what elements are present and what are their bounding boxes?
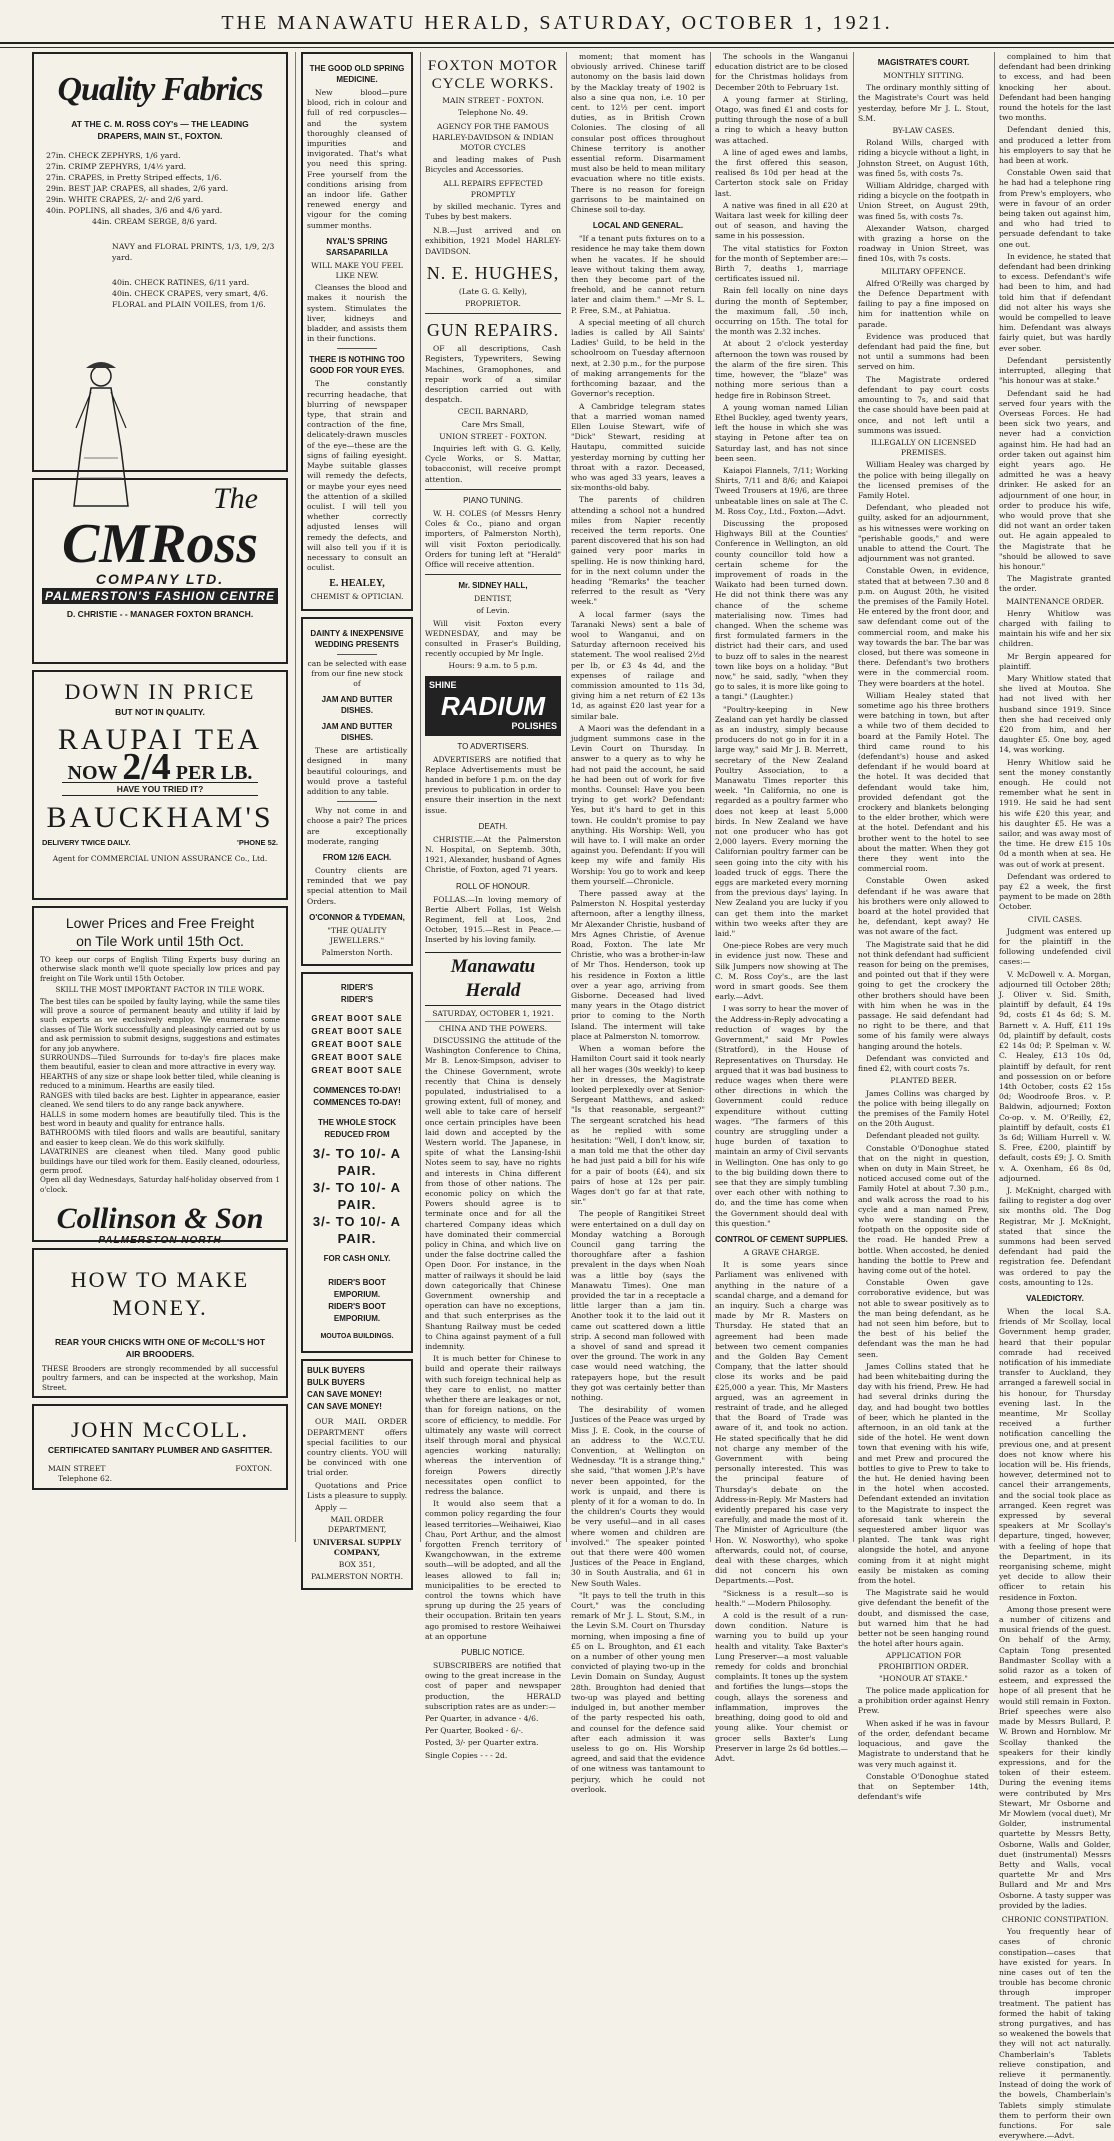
honour-title: ROLL OF HONOUR. [456, 881, 530, 891]
raupai-tried: HAVE YOU TRIED IT? [62, 782, 258, 796]
bauckham-agent: Agent for COMMERCIAL UNION ASSURANCE Co., Ltd. [52, 854, 268, 864]
court-para: The police made application for a prohibition order against Henry Prew. [858, 1686, 989, 1716]
mccoll-tel: Telephone 62. [58, 1474, 113, 1484]
bauckham-name: BAUCKHAM'S [46, 801, 274, 835]
tiles-para: The best tiles can be spoiled by faulty laying, while the same tiles will prove a source of permanent beauty and utility if laid by such experts as we exclusively employ. We enumerate some classes of Tile Work successfully and pleasingly carried out by us and ask permission to submit designs, suggestions and estimates for any job anywhere. [40, 996, 280, 1053]
news-para: A special meeting of all church ladies is called by All Saints' Ladies' Guild, to be held in the schoolroom on Tuesday afternoon next, at 2.30 p.m., for the purpose of making arrangements for the forthcoming bazaar, and the Governor's reception. [571, 317, 705, 399]
bulk-quote: Quotations and Price Lists a pleasure to supply. [307, 1480, 407, 1500]
riders-emporium: RIDER'S BOOT EMPORIUM. [328, 1278, 386, 1300]
mccoll-trade: CERTIFICATED SANITARY PLUMBER AND GASFITTER. [47, 1445, 273, 1455]
riders-sale: GREAT BOOT SALE [311, 1053, 403, 1063]
notice-rate: Per Quarter, Booked - 6/-. [425, 1726, 524, 1736]
court-para: Constable O'Donoghue stated that on the night in question, when on duty in Main Street, he noticed accused come out of the Family Hotel at about 7.30 p.m., and walk across the road to his cycle and a man named Prew, who were standing on the footpath on the opposite side of the road. He handed Prew a bottle. When accosted, he denied handing the bottle to Prew and having come out of the hotel. [858, 1143, 989, 1275]
news-para: A native was fined in all £20 at Waitara last week for killing deer out of season, and having the same in his possession. [715, 200, 848, 241]
news-para: A Cambridge telegram states that a married woman named Ellen Louise Stewart, wife of "Dick" Stewart, residing at Hautapu, committed suicide yesterday morning by cutting her throat with a razor. Deceased, who was aged 33 years, leaves a six-months-old baby. [571, 401, 705, 493]
editorial-para: moment; that moment has obviously arrived. Chinese tariff autonomy on the basis laid down by the Macklay treaty of 1902 is also a sine qua non, i.e. 10 per cent. to 12½ per cent. import duties, as in British Crown Colonies. The closing of all consular post offices throughout Chinese territory is another essential reform. Disarmament must also be held to mean military evacuation where no title exists. There is no reason for foreign garrisons to be maintained on Chinese soil to-day. [571, 52, 705, 215]
column-rule [994, 52, 995, 1542]
cement-sub: A GRAVE CHARGE. [743, 1247, 820, 1257]
court-para: James Collins was charged by the police with being illegally on the premises of the Family Hotel on the 20th August. [858, 1088, 989, 1129]
hughes-late: (Late G. G. Kelly), [458, 286, 528, 296]
court-para: William Healey was charged by the police with being illegally on the licensed premises of the Family Hotel. [858, 460, 989, 500]
news-para: It is some years since Parliament was enlivened with anything in the nature of a scandal charge, and a demand for an inquiry. Such a charge was made by Mr R. Masters on Thursday. He stated that an agreement had been made between two cement companies and the Golden Bay Cement Company, that the latter should close its works and be paid £25,000 a year. This, Mr Masters argued, was an agreement in restraint of trade, and he alleged that the Board of Trade was aware of it, and took no action. He stated specifically that he did not charge any member of the Government with being personally interested. This was the principal feature of Thursday's debate on the Address-in-Reply. Mr Masters had evidently prepared his case very carefully, and made the most of it. The Minister of Agriculture (the Hon. W. Nosworthy), who spoke afterwards, could not, of course, deal with these charges, which did not concern his own Departments.—Post. [715, 1260, 848, 1586]
raupai-brand: RAUPAI TEA [57, 723, 263, 756]
oconnor-body: These are artistically designed in many beautiful colourings, and would prove a tasteful addition to any table. [307, 746, 407, 796]
news-para: "Poultry-keeping in New Zealand can yet hardly be classed as an industry, simply because producers do not go in for it in a large way," said Mr J. B. Merrett, secretary of the New Zealand Poultry Association, to a Manawatu Times reporter this week. "In California, no one is regarded as a poultry farmer who does not keep at least 5,000 birds. In New Zealand we have not one producer who has got 2,000 layers. Every morning the Californian poultry farmer can be seen going into the city with his loaded truck of eggs. There the eggs are marketed every morning from the previous days' laying. In New Zealand you are lucky if you can get them into the market within two weeks after they are laid." [715, 704, 848, 939]
bulk-box: BOX 351, [338, 1560, 376, 1570]
court-para: James Collins stated that he had been whitebaiting during the day with his friend, Prew. He had had several drinks during the day, and had bought two bottles of beer, which he planted in the afternoon, in an old tank at the side of the hotel. He went down town that evening with his wife, and met Prew and procured the bottles to give to Prew to take to the hut. He denied having been in the hotel when accosted. Defendant extended an invitation to the Magistrate to inspect the aforesaid tank wherein the sequestered amber liquor was planted. The tank was right alongside the hotel, and anyone coming from it at night might easily be mistaken as coming from the hotel. [858, 1361, 989, 1586]
fabric-item: 29in. WHITE CRAPES, 2/- and 2/6 yard. [46, 195, 204, 204]
court-para: Alfred O'Reilly was charged by the Defence Department with failing to pay a fine imposed on him for inattention while on parade. [858, 278, 989, 329]
court-heading: MAGISTRATE'S COURT. [877, 58, 970, 67]
ad-nyals-sarsaparilla [301, 52, 413, 611]
fabric-item: 40in. CHECK CRAPES, very smart, 4/6. [112, 289, 269, 298]
bulk-title: CAN SAVE MONEY! [307, 1402, 382, 1412]
news-para: The vital statistics for Foxton for the month of September are:— Birth 7, deaths 1, marriage certificates issued nil. [715, 243, 848, 284]
bulk-apply: Apply — [315, 1503, 347, 1513]
riders-title: RIDER'S [340, 983, 374, 993]
spring-body: Cleanses the blood and makes it nourish the system. Stimulates the liver, kidneys and bladder, and assists them in their functions. [307, 283, 407, 344]
court-subheading: BY-LAW CASES. [892, 126, 955, 136]
tiles-para: BATHROOMS with tiled floors and walls are beautiful, sanitary and easier to keep clean. We do this work skilfully. [40, 1128, 280, 1147]
riders-range: 3/- TO 10/- A PAIR. [312, 1214, 402, 1247]
oconnor-body: Why not come in and choose a pair? The prices are exceptionally moderate, ranging [307, 806, 407, 846]
ad-universal-supply [301, 1359, 413, 1590]
collinson-logo: Collinson & Son [56, 1202, 264, 1236]
column-rule [710, 52, 711, 1542]
masthead-title: THE MANAWATU HERALD, SATURDAY, OCTOBER 1, 1921. [221, 12, 893, 34]
riders-sale: GREAT BOOT SALE [311, 1014, 403, 1024]
court-subheading: CIVIL CASES. [1027, 914, 1083, 924]
news-para: There passed away at the Palmerston N. Hospital yesterday afternoon, after a lengthy illness, Mr Alexander Christie, husband of Mrs Agnes Christie, of Avenue Road, Foxton. The late Mr Christie, who was a brother-in-law of Mr Thos. Henderson, took up his residence in Foxton a little over a year ago, arriving from Gisborne. Deceased had lived many years in the Otago district prior to coming to the North Island. The interment will take place at Palmerston N. tomorrow. [571, 889, 705, 1041]
bulk-firm: UNIVERSAL SUPPLY COMPANY, [312, 1537, 402, 1557]
masthead-rule [0, 47, 1114, 48]
riders-stock: REDUCED FROM [324, 1130, 390, 1140]
court-subheading: "HONOUR AT STAKE." [879, 1673, 968, 1683]
fabric-item: 40in. CHECK RATINES, 6/11 yard. [112, 278, 250, 287]
court-subheading: MAINTENANCE ORDER. [1006, 596, 1104, 606]
news-para: A local farmer (says the Taranaki News) sent a bale of wool to Wanganui, and on Saturday afternoon received his statement. The wool realised 2½d per lb, or £3 4s 4d, and the expenses of railage and commission amounted to 11s 3d, giving him a net return of £2 13s 1d, as against £20 last year for a similar bale. [571, 609, 705, 721]
news-para: Discussing the proposed Highways Bill at the Counties' Conference in Wellington, an old county councillor told how a certain scheme for the improvement of roads in the Waikato had been turned down. He did not think there was any chance of the scheme materialising now. Times had changed. When the scheme was first formulated farmers in the district had their cars, and used to buzz off to sales in the nearest town like boys on a holiday. "But now," he said, sadly, "when they go to sales, it is more like going to a tangi." (Laughter.) [715, 518, 848, 702]
tiles-body: TO keep our corps of English Tiling Experts busy during an otherwise slack month we'll quote specially low prices and pay freight on Tile Work until 15th October. [40, 955, 280, 983]
court-para: Constable Owen asked defendant if he was aware that his brothers were only allowed to board at the hotel provided that he, defendant, kept away? He was not aware of the fact. [858, 876, 989, 937]
riders-cash: FOR CASH ONLY. [323, 1254, 391, 1264]
advertisers-title: TO ADVERTISERS. [457, 741, 529, 751]
court-para: Defendant, who pleaded not guilty, asked for an adjournment, as his witnesses were working on "perishable goods," and were unable to attend the Court. The adjournment was not granted. [858, 503, 989, 564]
raupai-line2: BUT NOT IN QUALITY. [115, 707, 205, 717]
ross-manager: D. CHRISTIE - - MANAGER FOXTON BRANCH. [66, 609, 254, 620]
column-4 [571, 52, 705, 1794]
radium-brand: RADIUM [441, 690, 545, 721]
money-sub: REAR YOUR CHICKS WITH ONE OF McCOLL'S HOT AIR BROODERS. [54, 1337, 266, 1359]
money-title: HOW TO MAKE [70, 1267, 250, 1292]
riders-emporium: RIDER'S BOOT EMPORIUM. [328, 1302, 386, 1324]
oconnor-title: DAINTY & INEXPENSIVE WEDDING PRESENTS [310, 628, 404, 649]
fabric-item: 27in. CRIMP ZEPHYRS, 1/4½ yard. [46, 162, 187, 171]
column-rule [420, 52, 421, 1542]
tiles-para: LAVATRINES are cleanest when tiled. Many good public buildings have our tiled work for them. Easily cleaned, odourless, germ proof. [40, 1147, 280, 1175]
column-rule [853, 52, 854, 1542]
news-para: I was sorry to hear the mover of the Address-in-Reply advocating a reduction of wages by the Government," said Mr Powles (Stratford), in the House of Representatives on Thursday. He argued that it was bad business to reduce wages when there were other directions in which the Government could reduce expenditure without cutting wages. "The farmers of this country are struggling under a huge burden of taxation to maintain an army of Civil servants in Wellington. One has only to go to the big building down there to see that they are simply tumbling over each other with nothing to do, and the time has come when the Government should deal with this question." [715, 1004, 848, 1228]
news-para: At about 2 o'clock yesterday afternoon the town was roused by the alarm of the fire siren. This time, however, the "blaze" was nothing more serious than a hedge fire in Robinson Street. [715, 339, 848, 400]
notice-rate: Posted, 3/- per Quarter extra. [425, 1738, 539, 1748]
divider [337, 348, 377, 349]
herald-nameplate: Manawatu Herald [425, 952, 561, 1006]
spring-brand: NYAL'S SPRING SARSAPARILLA [325, 236, 389, 257]
tiles-para: HALLS in some modern homes are beautifully tiled. This is the best word in beauty and quality for entrance halls. [40, 1109, 280, 1128]
fabric-item: 27in. CRAPES, in Pretty Striped effects, 1/6. [46, 173, 222, 182]
mccoll-town: FOXTON. [235, 1464, 272, 1473]
bulk-body: OUR MAIL ORDER DEPARTMENT offers special facilities to our country clients. YOU will be convinced with one trial order. [307, 1417, 407, 1478]
news-para: One-piece Robes are very much in evidence just now. These and Silk Jumpers now showing at The C. M. Ross Coy's., are the last word in smart goods. See them early.—Advt. [715, 941, 848, 1002]
oconnor-body: Country clients are reminded that we pay special attention to Mail Orders. [307, 865, 407, 906]
court-para: Judgment was entered up for the plaintiff in the following undefended civil cases:— [999, 926, 1111, 967]
foxton-street: MAIN STREET - FOXTON. [442, 96, 544, 105]
court-para: William Aldridge, charged with riding a bicycle on the footpath in Union Street, on August 29th, was fined 5s, with costs 7s. [858, 181, 989, 221]
court-para: The Magistrate said that he did not think defendant had sufficient reason for being on the premises, and pointed out that if they were going to get the crockery the other brothers should have been with him when he was in the passage. He said defendant had no right to be there, and that some of his family were always hanging around the hotels. [858, 939, 989, 1051]
news-para: A young woman named Lilian Ethel Buckley, aged twenty years, left the house in which she was staying in Petone after tea on Saturday last, and has not since been seen. [715, 402, 848, 463]
constipation-heading: CHRONIC CONSTIPATION. [1001, 1914, 1109, 1924]
healey-trade: CHEMIST & OPTICIAN. [310, 592, 404, 602]
news-para: The parents of children attending a school not a hundred miles from Napier recently received the term reports. One parent discovered that his son had gained very poor marks in spelling. He is now thinking hard, for in the next column under the heading "Remarks" the teacher referred to the result as "Very week." [571, 495, 705, 607]
ross-logo: CMRoss [61, 513, 259, 575]
court-para: Roland Wills, charged with riding a bicycle without a light, in Johnston Street, on August 16th, was fined 5s, with costs 7s. [858, 138, 989, 178]
fabric-item: FLORAL and PLAIN VOILES, from 1/6. [112, 300, 266, 309]
news-para: Rain fell locally on nine days during the month of September, the maximum fall, .50 inch, occurring on 15th. The total for the month was 2.32 inches. [715, 286, 848, 337]
news-para: A line of aged ewes and lambs, the first offered this season, realised 8s 10d per head at the Carterton stock sale on Friday last. [715, 147, 848, 198]
column-3 [425, 52, 561, 1760]
editorial-para: It would also seem that a common policy regarding the four leased territories—Weihaiwei, Kiao Chau, Port Arthur, and the almost forgotten French territory of Kwangchowwan, in the extreme south—will be adopted, and all the leases allowed to fall in; municipalities to be erected to control the towns which have sprung up during the 25 years of their occupation. Britain ten years ago promised to restore Weihaiwei at an opportune [425, 1499, 561, 1641]
tiles-para: HEARTHS of any size or shape look better tiled, while cleaning is reduced to a minimum. Hearths are easily tiled. [40, 1071, 280, 1091]
masthead [0, 0, 1114, 44]
news-para: "Sickness is a result—so is health." —Modern Philosophy. [715, 1588, 848, 1608]
fabrics-title: Quality Fabrics [57, 71, 263, 108]
oconnor-from: FROM 12/6 EACH. [322, 852, 392, 862]
raupai-price-line [42, 746, 278, 788]
court-para: V. McDowell v. A. Morgan, adjourned till October 28th; J. Oliver v. Sid. Smith, plaintiff by default, £4 19s 9d, costs £1 4s 6d; S. M. Barnett v. A. Huff, £11 19s 0d, plaintiff by default, costs £2 14s 0d; P. Spelman v. W. C. Healey, £13 10s 0d, plaintiff by default, for rent and possession on or before 14th October, costs £2 15s 0d; Woodroofe Bros. v. P. Baldwin, adjourned; Foxton Co-op. v. M. O'Reilly, £2, plaintiff by default, costs £1 3s 6d; William Hurrell v. W. S. Free, £200, plaintiff by default, costs £9; J. O. Smith v. A. Oxenham, £6 8s 0d, adjourned. [999, 969, 1111, 1183]
news-para: You frequently hear of cases of chronic constipation—cases that have existed for years. In nine cases out of ten the trouble has become chronic through improper treatment. The patient has formed the habit of taking strong purgatives, and has so weakened the bowels that they will not act naturally. Chamberlain's Tablets relieve constipation, and relieve it permanently. Instead of doing the work of the bowels, Chamberlain's Tablets simply stimulate them to perform their own functions. For sale everywhere.—Advt. [999, 1927, 1111, 2141]
spring-body: New blood—pure blood, rich in colour and full of red corpuscles—and the system thoroughly cleansed of impurities and invigorated. That's what you need this spring. Free yourself from the conditions arising from an indoor life. Gather renewed energy and vigour for the coming summer months. [307, 88, 407, 230]
fabric-item: 44in. CREAM SERGE, 8/6 yard. [92, 217, 218, 226]
piano-body: W. H. COLES (of Messrs Henry Coles & Co., piano and organ importers, of Palmerston North), will visit Foxton periodically. Orders for tuning left at "Herald" Office will receive attention. [425, 508, 561, 569]
court-para: The Magistrate granted the order. [999, 574, 1111, 594]
divider [337, 654, 377, 655]
collinson-address: PALMERSTON NORTH [98, 1235, 222, 1247]
court-subheading: APPLICATION FOR PROHIBITION ORDER. [878, 1651, 969, 1671]
column-5 [715, 52, 848, 1763]
hughes-name: N. E. HUGHES, [426, 262, 560, 283]
fabric-item: 40in. POPLINS, all shades, 3/6 and 4/6 yard. [46, 206, 223, 215]
editorial-para: It is much better for Chinese to build and operate their railways with such foreign technical help as they care to enlist, no matter whether there are leakages or not, than for foreign nations, on the score of efficiency, to meddle. For ultimately any waste will correct itself through moral and physical agencies working naturally; whereas the intervention of foreign Powers directly necessitates open conflict to redress the balance. [425, 1354, 561, 1496]
court-subheading: ILLEGALLY ON LICENSED PREMISES. [870, 437, 977, 458]
news-para: A Maori was the defendant in a judgment summons case in the Levin Court on Thursday. In answer to a query as to why he had not paid the account, he said he had been out of work for five months. Counsel: Have you been trying to get work? Defendant: Yes, but it's hard to get in this town. He couldn't promise to pay anything. His Worship: Well, you will have to. I will make an order against you. Defendant: If you will keep my wife and family His Worship: You go to work and keep them yourself.—Chronicle. [571, 723, 705, 886]
court-subheading: MILITARY OFFENCE. [881, 266, 966, 276]
news-para: A cold is the result of a run-down condition. Nature is warning you to build up your health and vitality. Take Baxter's Lung Preserver—a most valuable remedy for colds and bronchial complaints. It tones up the system and fortifies the lungs—stops the cough, allays the soreness and inflammation, improves the breathing, doing good to old and young alike. Your chemist or grocer sells Baxter's Lung Preserver in large 2s 6d bottles.—Advt. [715, 1611, 848, 1763]
dentist-name: Mr. SIDNEY HALL, [458, 581, 528, 591]
foxton-skilled: by skilled mechanic. Tyres and Tubes by best makers. [425, 201, 561, 222]
tiles-sub: SKILL THE MOST IMPORTANT FACTOR IN TILE WORK. [55, 985, 265, 995]
column-1-ads [32, 52, 288, 1542]
mccoll-name: JOHN McCOLL. [71, 1417, 249, 1442]
ad-collinson-tiles [32, 906, 288, 1247]
honour-body: FOLLAS.—In loving memory of Bertie Albert Follas, 1st Welsh Regiment, fell at Loos, 2nd October, 1915.—Rest in Peace.—Inserted by his loving family. [425, 894, 561, 945]
news-para: Among those present were a number of citizens and musical friends of the guest. On behalf of the Army, Captain Tong presented Bandmaster Scollay with a solid razor as a token of esteem, and expressed the hope of all present that he would still remain in Foxton. Brief speeches were also made by Messrs Bullard, P. W. Brown and Hornblow. Mr Scollay thanked the speakers for their kindly expressions, and for the token of their esteem. During the evening items were contributed by Mrs Stewart, Mr Osborne and Mr Mowlem (vocal duet), Mr Golder, instrumental quartette by Messrs Betty, Osborne, Walls and Golder, duet (instrumental) Messrs Betty and Walls, vocal quartette Mr and Mrs Bullard and Mr and Mrs Osborne. A tasty supper was provided by the ladies. [999, 1604, 1111, 1910]
bauckham-delivery: DELIVERY TWICE DAILY. [42, 838, 131, 848]
court-para: The Magistrate ordered defendant to pay court costs amounting to 7s, and said that the case should have been paid at once, and not left until a summons was issued. [858, 374, 989, 435]
tiles-para: RANGES with tiled backs are best. Lighter in appearance, easier cleaned. We send tilers to do any range back anywhere. [40, 1090, 280, 1110]
fabrics-subtitle: DRAPERS, MAIN ST., FOXTON. [97, 131, 223, 141]
bulk-title: BULK BUYERS [307, 1366, 365, 1376]
fabrics-subtitle: AT THE C. M. ROSS COY's — THE LEADING [71, 119, 249, 129]
tiles-headline: on Tile Work until 15th Oct. [70, 932, 250, 951]
court-para: In evidence, he stated that defendant had been drinking to excess. Defendant's wife had been to him, and had told him that if defendant did not alter his ways she would be compelled to leave him. Defendant was always fairly quiet, but was hardly ever sober. [999, 251, 1111, 353]
ad-oconnor-tydeman [301, 617, 413, 967]
dentist-trade: DENTIST, [474, 594, 512, 604]
riders-sale: GREAT BOOT SALE [311, 1027, 403, 1037]
column-6 [858, 52, 989, 1802]
court-para: Henry Whitlow was charged with failing to maintain his wife and her six children. [999, 608, 1111, 649]
bulk-dept: MAIL ORDER DEPARTMENT, [327, 1515, 387, 1535]
herald-date: SATURDAY, OCTOBER 1, 1921. [432, 1008, 554, 1018]
fabric-item: 27in. CHECK ZEPHYRS, 1/6 yard. [46, 151, 181, 160]
ad-riders-boot-sale [301, 972, 413, 1353]
riders-sale: GREAT BOOT SALE [311, 1040, 403, 1050]
raupai-price: 2/4 [122, 746, 171, 788]
notice-title: PUBLIC NOTICE. [461, 1647, 525, 1657]
court-para: Constable Owen, in evidence, stated that at between 7.30 and 8 p.m. on August 20th, he visited the premises of the Family Hotel. He entered by the front door, and saw defendant come out of the commercial room, and make his way towards the bar. The bar was closed, but there was someone in there. Defendant's two brothers were in the commercial room. They were boarders at the hotel. [858, 566, 989, 688]
column-2-ads [301, 52, 413, 1582]
court-para: Defendant was ordered to pay £2 a week, the first payment to be made on 28th October. [999, 871, 1111, 912]
court-para: Defendant said he had served four years with the Overseas Forces. He had been sick two years, and never had a conviction against him. He had had an order taken out against him eight years ago. He admitted he was a heavy drinker. He asked for an adjournment of one hour, in order to produce his wife, who would prove that she did not want an order taken out. He again appealed to the Magistrate that he "should be allowed to save his honour." [999, 388, 1111, 571]
notice-body: SUBSCRIBERS are notified that owing to the great increase in the cost of paper and newspaper production, the HERALD subscription rates are as under:— [425, 1660, 561, 1711]
radium-sub: POLISHES [511, 720, 557, 731]
tiles-open: Open all day Wednesdays, Saturday half-holiday observed from 1 o'clock. [40, 1175, 280, 1194]
court-para: William Healey stated that sometime ago his three brothers were batching in town, but after a while two of them decided to board at the Family Hotel. The third came round to his (defendant's) house and asked defendant if he would board at the hotel. It was decided that defendant would take him, provided defendant got the crockery and blankets belonging to the elder brother, which were at the hotel. Defendant and his brother went to the hotel to see about the matter. When they got there they went into the commercial room. [858, 690, 989, 874]
mccoll-street: MAIN STREET [48, 1464, 106, 1473]
riders-buildings: MOUTOA BUILDINGS. [320, 1333, 394, 1341]
foxton-leading: and leading makes of Push Bicycles and Accessories. [425, 155, 561, 175]
riders-range: 3/- TO 10/- A PAIR. [312, 1180, 402, 1213]
court-para: Defendant denied this, and produced a letter from his employers to say that he had been at work. [999, 125, 1111, 166]
death-title: DEATH. [478, 821, 508, 831]
divider [425, 489, 561, 490]
foxton-title: FOXTON MOTOR CYCLE WORKS. [427, 58, 559, 92]
gun-title: GUN REPAIRS. [426, 320, 560, 341]
court-sub: MONTHLY SITTING. [883, 71, 964, 80]
spring-title: THE GOOD OLD SPRING MEDICINE. [309, 64, 405, 84]
gun-body: OF all descriptions, Cash Registers, Typewriters, Sewing Machines, Gramophones, and repair work of a similar description carried out with despatch. [425, 344, 561, 405]
news-para: "If a tenant puts fixtures on to a residence he may take them down when he vacates. If he should leave without taking them away, then they become part of the freehold, and he cannot return later and claim them." —Mr S. L. P. Free, S.M., at Pahiatua. [571, 234, 705, 315]
fabric-item: 29in. BEST JAP. CRAPES, all shades, 2/6 yard. [46, 184, 229, 193]
bulk-title: CAN SAVE MONEY! [307, 1390, 382, 1400]
ad-how-to-make-money [32, 1248, 288, 1398]
news-para: A young farmer at Stirling, Otago, was fined £1 and costs for putting through the nose of a bull a ring to which a heavy button was attached. [715, 94, 848, 145]
notice-rate: Single Copies - - - 2d. [425, 1750, 508, 1760]
lady-illustration [66, 358, 136, 508]
local-general-heading: LOCAL AND GENERAL. [592, 221, 684, 231]
divider [425, 313, 561, 314]
divider [337, 801, 377, 802]
notice-rate: Per Quarter, in advance - 4/6. [425, 1713, 539, 1723]
court-para: Mary Whitlow stated that she lived at Moutoa. She had not lived with her husband since 1919. Since then she had received only £20 from him, and her daughter £5. One boy, aged 14, was working. [999, 673, 1111, 755]
ross-banner: PALMERSTON'S FASHION CENTRE [42, 588, 278, 604]
bauckham-phone: 'PHONE 52. [237, 838, 278, 848]
riders-commences: COMMENCES TO-DAY! [313, 1086, 401, 1096]
ad-gun-repairs [425, 319, 561, 485]
herald-heading: CHINA AND THE POWERS. [425, 1021, 561, 1034]
gun-place: UNION STREET - FOXTON. [439, 431, 547, 441]
court-para: J. McKnight, charged with failing to register a dog over six months old. The Dog Registrar, Mr J. McKnight, stated that since the summons had been served defendant had paid the registration fee. Defendant was ordered to pay the costs, amounting to 12s. [999, 1185, 1111, 1287]
valedictory-heading: VALEDICTORY. [1026, 1293, 1084, 1303]
riders-sale: GREAT BOOT SALE [311, 1066, 403, 1076]
ad-raupai-tea [32, 670, 288, 900]
court-para: Henry Whitlow said he sent the money constantly enough. He could not remember what he sent in 1919. He said he had sent his wife £20 this year, and his daughter £5. He was a sailor, and was away most of the time. He drew £15 10s 0d a month when at sea. He was out of work at present. [999, 757, 1111, 869]
money-body: THESE Brooders are strongly recommended by all successful poultry farmers, and can be inspected at the workshop, Main Street. [42, 1364, 278, 1392]
divider [425, 574, 561, 575]
cement-heading: CONTROL OF CEMENT SUPPLIES. [715, 1234, 848, 1244]
riders-range: 3/- TO 10/- A PAIR. [312, 1146, 402, 1179]
editorial-para: DISCUSSING the attitude of the Washington Conference to China, Mr B. Lenox-Simpson, adviser to the Chinese Government, wrote recently that China is densely populated, industrialised to a growing extent, full of money, and well able to take care of herself once certain principles have been laid down and accepted by the Western world. The Japanese, in spite of what the Lansing-Ishii Notes seem to say, have no rights and interests in China different from those of other nations. The economic policy on which the Powers should agree is to terminate once and for all the chartered Company ideas which have dominated their commercial policy in China, and which live on under the false doctrine called the Open Door. For instance, in the matter of railways it should be laid down categorically that Chinese Government ownership and operation can have no exceptions, and that such enterprises as the Shantung Railway must be ceded to China against payment of a full indemnity. [425, 1035, 561, 1352]
piano-title: PIANO TUNING. [463, 495, 523, 505]
foxton-tel: Telephone No. 49. [457, 108, 528, 118]
column-7 [999, 52, 1111, 2141]
court-para: When asked if he was in favour of the order, defendant became loquacious, and gave the Magistrate to understand that he was very much against it. [858, 1718, 989, 1769]
spring-claim: WILL MAKE YOU FEEL LIKE NEW. [311, 260, 403, 281]
news-para: The schools in the Wanganui education district are to be closed for the Christmas holidays from December 20th to February 1st. [715, 52, 848, 92]
oconnor-tag: "THE QUALITY JEWELLERS." [327, 925, 387, 945]
dentist-place: of Levin. [476, 606, 510, 616]
eyes-body: The constantly recurring headache, that blurring of newspaper type, that strain and contraction of the fine, delicately-drawn muscles of the eye—these are the signs of failing eyesight. Maybe suitable glasses will remedy the defects, or maybe your eyes need the attention of a skilled oculist. I will tell you whether correctly adjusted lenses will remedy the defects, and will also tell you if it is necessary to consult an oculist. [307, 379, 407, 573]
oconnor-jam: JAM AND BUTTER DISHES. [321, 722, 393, 743]
foxton-nb: N.B.—Just arrived and on exhibition, 1921 Model HARLEY-DAVIDSON. [425, 226, 561, 256]
ad-john-mccoll [32, 1404, 288, 1490]
court-para: Defendant pleaded not guilty. [866, 1131, 980, 1141]
court-para: Mr Bergin appeared for plaintiff. [999, 651, 1111, 671]
money-title: MONEY. [112, 1295, 208, 1320]
radium-shine: SHINE [429, 679, 457, 690]
riders-commences: COMMENCES TO-DAY! [313, 1098, 401, 1108]
news-para: When the local S.A. friends of Mr Scollay, local Government hemp grader, heard that their popular comrade had received notification of his immediate transfer to Auckland, they arranged a farewell social in his honour, for Thursday evening last. In the meantime, Mr Scollay received a further notification cancelling the previous one, and at present does not know where his location will be. His friends, however, determined not to cancel their arrangements, and the social took place as arranged. Keen regret was expressed by several speakers at Mr Scollay's departure, tinged, however, with a feeling of hope that the Department, in its reorganising scheme, might yet decide to allow their officer to retain his residence in Foxton. [999, 1306, 1111, 1602]
court-para: complained to him that defendant had been drinking to excess, and had been knocking her about. Defendant had been hanging round the hotels for the last two months. [999, 52, 1111, 123]
bulk-title: BULK BUYERS [307, 1378, 365, 1388]
tiles-para: SURROUNDS—Tiled Surrounds for to-day's fire places make them beautiful, easier to clean and more attractive in every way. [40, 1053, 280, 1072]
court-para: Defendant persistently interrupted, alleging that "his honour was at stake." [999, 355, 1111, 386]
eyes-title: THERE IS NOTHING TOO GOOD FOR YOUR EYES. [309, 355, 405, 376]
dentist-body: Will visit Foxton every WEDNESDAY, and may be consulted in Fraser's Building, recently occupied by Mr Ingle. [425, 618, 561, 659]
ross-company: COMPANY LTD. [95, 571, 225, 587]
riders-title: RIDER'S [340, 995, 374, 1005]
court-para: Evidence was produced that defendant had paid the fine, but not until a summons had been served on him. [858, 331, 989, 372]
court-para: Alexander Watson, charged with grazing a horse on the roadway in Union Street, was fined 10s, with 7s costs. [858, 223, 989, 264]
court-para: Constable Owen said that he had had a telephone ring from Prew's employers, who were in favour of an order being taken out against him, and who had tried to persuade defendant to take one out. [999, 168, 1111, 249]
raupai-per: PER LB. [175, 762, 253, 784]
ad-quality-fabrics [32, 52, 288, 472]
ad-radium-polishes [425, 676, 561, 736]
court-para: The ordinary monthly sitting of the Magistrate's Court was held yesterday, before Mr J. L. Stout, S.M. [858, 83, 989, 123]
court-para: Constable Owen gave corroborative evidence, but was not able to swear positively as to the man being defendant, as he had not seen him before, but to the best of his belief the defendant was the man he had seen. [858, 1278, 989, 1359]
gun-body: Inquiries left with G. G. Kelly, Cycle Works, or S. Mattar, tobacconist, will receive prompt attention. [425, 444, 561, 484]
bulk-town: PALMERSTON NORTH. [310, 1572, 404, 1582]
news-para: The people of Rangitikei Street were entertained on a dull day on Monday watching a Borough Council gang tarring the thoroughfare after a fashion prevalent in the days when Noah was a little boy (says the Manawatu Times). One man provided the tar in a receptacle a little larger than a jam tin. Another took it to the laid out it came out scattered down a little strip. A second man followed with a shovel of sand and spread it over the ground. The work in any case would need watching, the ratepayers hope, but the result they got was certainly better than nothing. [571, 1209, 705, 1402]
oconnor-sub: can be selected with ease from our fine new stock of [307, 658, 407, 688]
court-subheading: PLANTED BEER. [890, 1076, 957, 1086]
dentist-hours: Hours: 9 a.m. to 5 p.m. [448, 661, 538, 671]
court-para: Defendant was convicted and fined £2, with court costs 7s. [858, 1053, 989, 1074]
court-para: The Magistrate said he would give defendant the benefit of the doubt, and dismissed the case, but warned him that he had better not be seen hanging round the hotel after hours again. [858, 1588, 989, 1649]
raupai-line1: DOWN IN PRICE [64, 679, 256, 704]
advertisers-body: ADVERTISERS are notified that Replace Advertisements must be handed in before 1 p.m. on the day previous to publication in order to ensure their insertion in the next issue. [425, 754, 561, 815]
oconnor-jam: JAM AND BUTTER DISHES. [321, 695, 393, 716]
ross-the: The [213, 482, 258, 515]
court-para: Constable O'Donoghue stated that on September 14th, defendant's wife [858, 1771, 989, 1802]
column-rule [566, 52, 567, 1542]
news-para: "It pays to tell the truth in this Court," was the concluding remark of Mr J. L. Stout, S.M., in the Levin S.M. Court on Thursday morning, when imposing a fine of £5 on L. Broughton, and £1 each on a number of other young men convicted of playing two-up in the Levin Domain on Sunday, August 28th. Broughton had denied that two-up was played and betting indulged in, but another member of the party respected his oath, and counsel for the defence said after each admission it was useless to go on. His Worship agreed, and said that the evidence of one witness was tantamount to perjury, which he could not overlook. [571, 1590, 705, 1794]
hughes-prop: PROPRIETOR. [465, 299, 521, 309]
column-rule [295, 52, 296, 1542]
news-para: When a woman before the Hamilton Court said it took nearly all her wages (30s weekly) to keep her in dresses, the Magistrate looked perplexedly over at Senior-Sergeant Matthews, and asked: "Is that reasonable, sergeant?" The sergeant scratched his head as he replied with some hesitation: "Well, I don't know, sir, a man told me that the other day he had just paid a bill for his wife for a pair of boots (£4), and six pairs of hose at 12s per pair. Wages don't go far at that rate, sir." [571, 1044, 705, 1207]
raupai-now: NOW [67, 762, 118, 784]
foxton-agency: AGENCY FOR THE FAMOUS HARLEY-DAVIDSON & INDIAN MOTOR CYCLES [432, 122, 554, 152]
healey-name: E. HEALEY, [329, 578, 385, 590]
ad-foxton-motor-cycle [425, 57, 561, 309]
foxton-repairs: ALL REPAIRS EFFECTED PROMPTLY [443, 179, 543, 199]
oconnor-firm: O'CONNOR & TYDEMAN, [309, 912, 405, 922]
tiles-headline: Lower Prices and Free Freight [65, 915, 255, 931]
gun-care: Care Mrs Small, [461, 419, 525, 429]
news-para: The desirability of women Justices of the Peace was urged by Miss J. E. Cook, in the course of an address to the W.C.T.U. Convention, at Wellington on Wednesday. "It is a strange thing," she said, "that women J.P.'s have never been appointed, for the work is unpaid, and there is plenty of it for a woman to do. In the children's Courts they would be very useful—and in all cases where women and children are involved." The speaker pointed out that there were 400 women Justices of the Peace in England, 30 in South Australia, and 61 in New South Wales. [571, 1405, 705, 1588]
news-para: Kaiapoi Flannels, 7/11; Working Shirts, 7/11 and 8/6; and Kaiapoi Tweed Trousers at 19/6, are three unbeatable lines on sale at The C. M. Ross Coy., Ltd., Foxton.—Advt. [715, 465, 848, 516]
fabric-item: NAVY and FLORAL PRINTS, 1/3, 1/9, 2/3 yard. [112, 242, 275, 262]
riders-stock: THE WHOLE STOCK [317, 1118, 397, 1128]
gun-name: CECIL BARNARD, [457, 407, 529, 417]
death-body: CHRISTIE.—At the Palmerston N. Hospital, on Septemb. 30th, 1921, Alexander, husband of Agnes Christie, of Foxton, aged 71 years. [425, 834, 561, 875]
oconnor-town: Palmerston North. [321, 948, 393, 958]
